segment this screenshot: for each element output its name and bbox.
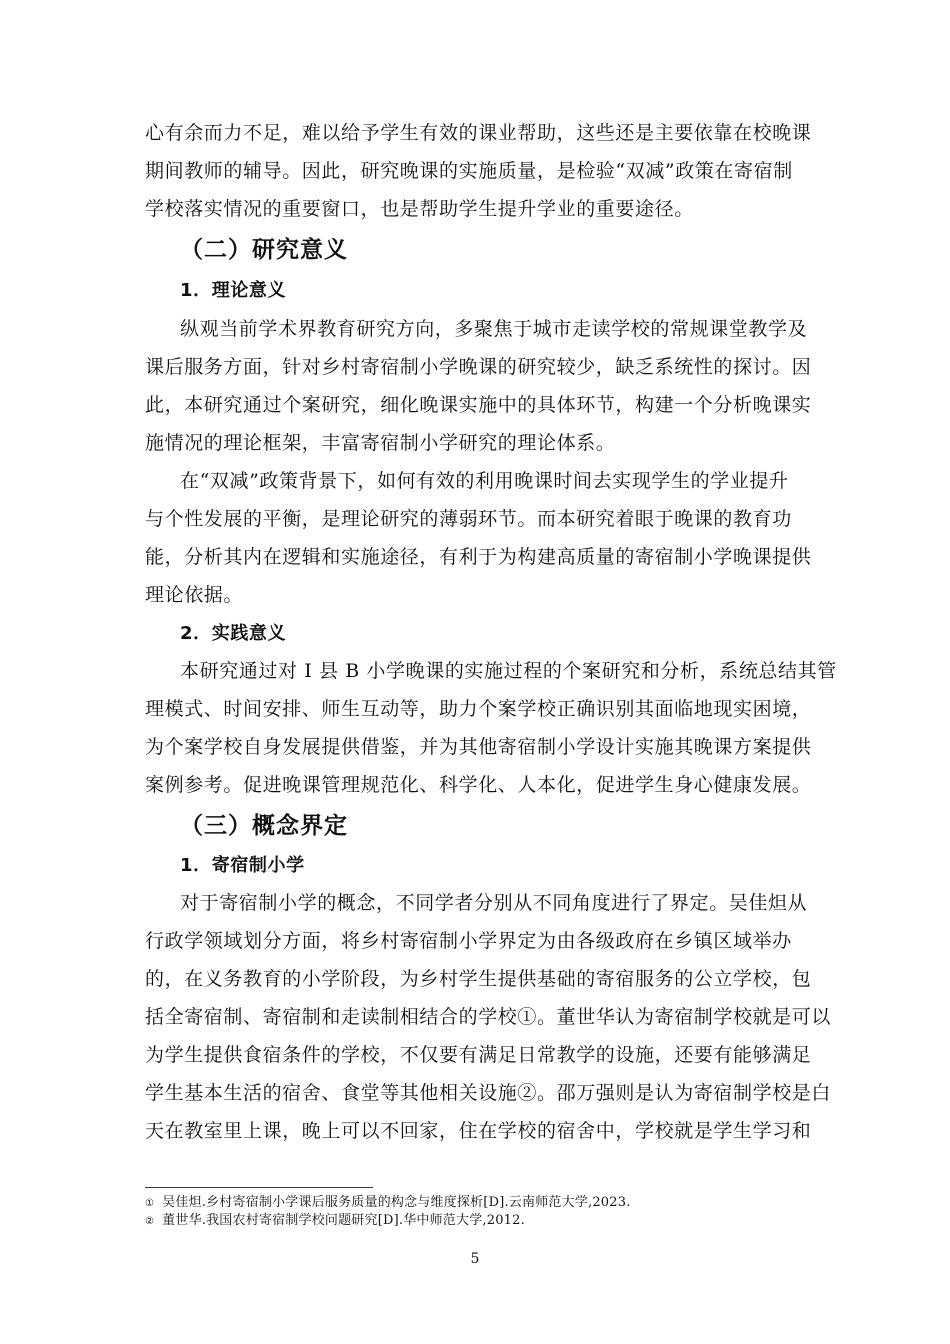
- footnote-separator: [145, 1187, 373, 1188]
- body-text-line: 的，在义务教育的小学阶段，为乡村学生提供基础的寄宿服务的公立学校，包: [145, 968, 812, 990]
- body-text-line: 学校落实情况的重要窗口，也是帮助学生提升学业的重要途径。: [145, 198, 694, 220]
- body-text-line: 施情况的理论框架，丰富寄宿制小学研究的理论体系。: [145, 432, 616, 454]
- footnote-text: 吴佳炟.乡村寄宿制小学课后服务质量的构念与维度探析[D].云南师范大学,2023.: [162, 1195, 631, 1210]
- body-text-line: 能，分析其内在逻辑和实施途径，有利于为构建高质量的寄宿制小学晚课提供: [145, 546, 812, 568]
- body-text-line: 本研究通过对 I 县 B 小学晚课的实施过程的个案研究和分析，系统总结其管: [180, 660, 837, 682]
- body-text-line: 为个案学校自身发展提供借鉴，并为其他寄宿制小学设计实施其晚课方案提供: [145, 736, 812, 758]
- subsection-heading: 1．寄宿制小学: [180, 855, 305, 876]
- body-text-line: 为学生提供食宿条件的学校，不仅要有满足日常教学的设施，还要有能够满足: [145, 1044, 812, 1066]
- body-text-line: 学生基本生活的宿舍、食堂等其他相关设施②。邵万强则是认为寄宿制学校是白: [145, 1082, 832, 1104]
- body-text-line: 期间教师的辅导。因此，研究晚课的实施质量，是检验“双减”政策在寄宿制: [145, 160, 793, 182]
- body-text-line: 与个性发展的平衡，是理论研究的薄弱环节。而本研究着眼于晚课的教育功: [145, 508, 792, 530]
- body-text-line: 此，本研究通过个案研究，细化晚课实施中的具体环节，构建一个分析晚课实: [145, 394, 812, 416]
- body-text-line: 心有余而力不足，难以给予学生有效的课业帮助，这些还是主要依靠在校晚课: [145, 122, 812, 144]
- subsection-heading: 2．实践意义: [180, 623, 287, 644]
- body-text-line: 纵观当前学术界教育研究方向，多聚焦于城市走读学校的常规课堂教学及: [180, 318, 808, 340]
- footnote: [145, 1213, 525, 1230]
- body-text-line: 在“双减”政策背景下，如何有效的利用晚课时间去实现学生的学业提升: [180, 470, 789, 492]
- footnote-mark: ②: [145, 1216, 155, 1227]
- subsection-heading: 1．理论意义: [180, 280, 287, 301]
- page-number: 5: [470, 1251, 480, 1267]
- body-text-line: 括全寄宿制、寄宿制和走读制相结合的学校①。董世华认为寄宿制学校就是可以: [145, 1006, 832, 1028]
- body-text-line: 天在教室里上课，晚上可以不回家，住在学校的宿舍中，学校就是学生学习和: [145, 1120, 812, 1142]
- footnote: [145, 1195, 631, 1212]
- body-text-line: 对于寄宿制小学的概念，不同学者分别从不同角度进行了界定。吴佳炟从: [180, 892, 808, 914]
- section-heading: （三）概念界定: [180, 813, 348, 839]
- body-text-line: 理论依据。: [145, 584, 244, 606]
- footnote-mark: ①: [145, 1198, 155, 1209]
- body-text-line: 理模式、时间安排、师生互动等，助力个案学校正确识别其面临地现实困境，: [145, 698, 812, 720]
- body-text-line: 行政学领域划分方面，将乡村寄宿制小学界定为由各级政府在乡镇区域举办: [145, 930, 792, 952]
- footnote-text: 董世华.我国农村寄宿制学校问题研究[D].华中师范大学,2012.: [162, 1213, 525, 1228]
- body-text-line: 课后服务方面，针对乡村寄宿制小学晚课的研究较少，缺乏系统性的探讨。因: [145, 356, 812, 378]
- section-heading: （二）研究意义: [180, 237, 348, 263]
- body-text-line: 案例参考。促进晚课管理规范化、科学化、人本化，促进学生身心健康发展。: [145, 774, 812, 796]
